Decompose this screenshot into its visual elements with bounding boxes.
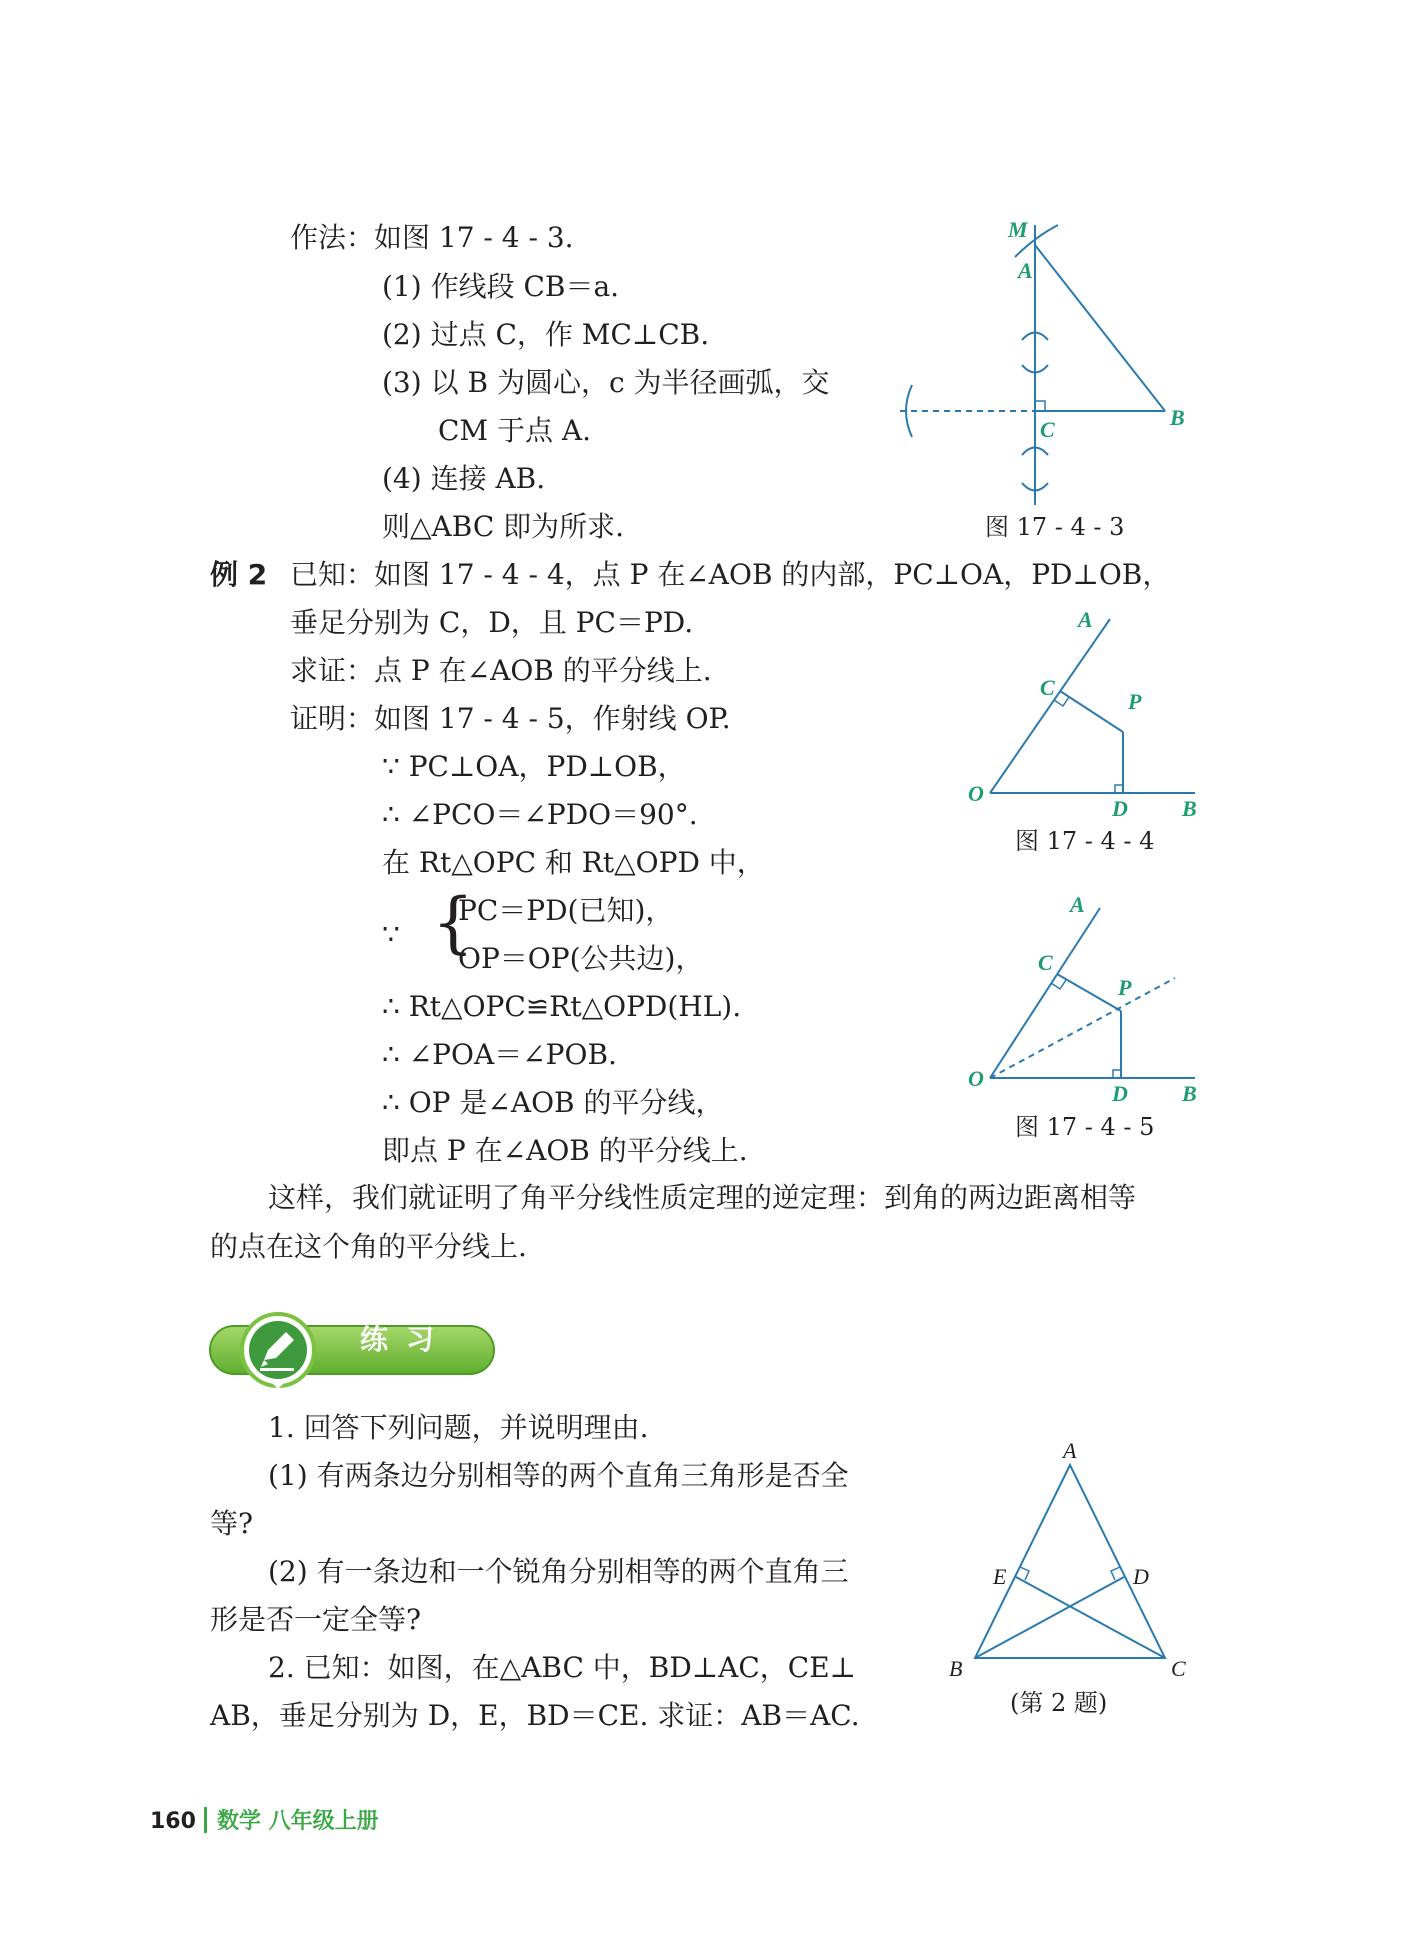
label-b: B (949, 1656, 963, 1680)
ray-oa (990, 908, 1100, 1078)
right-angle-d (1115, 785, 1123, 793)
right-angle-c (1035, 401, 1045, 411)
footer-divider (204, 1807, 207, 1833)
label-c: C (1171, 1656, 1186, 1680)
proof-line-4b: OP＝OP(公共边)， (458, 942, 704, 975)
method-heading: 作法：如图 17 - 4 - 3. (290, 221, 574, 254)
label-b: B (1170, 405, 1185, 430)
practice-title: 练习 (360, 1323, 453, 1356)
segment-bd (975, 1577, 1124, 1658)
ray-oa (990, 619, 1110, 793)
segment-pc (1060, 691, 1123, 732)
right-angle-d (1111, 1567, 1120, 1580)
figure-caption-17-4-3: 图 17 - 4 - 3 (985, 513, 1125, 541)
example-given-1: 已知：如图 17 - 4 - 4，点 P 在∠AOB 的内部，PC⊥OA，PD⊥OB， (290, 558, 1171, 591)
proof-brace: { (432, 884, 474, 961)
triangle-abc (975, 1465, 1165, 1658)
segment-ce (1016, 1577, 1165, 1658)
segment-ab (1035, 245, 1165, 411)
practice-q1-1: (1) 有两条边分别相等的两个直角三角形是否全 (268, 1459, 849, 1492)
label-o: O (968, 781, 984, 806)
figure-caption-question-2: (第 2 题) (1010, 1689, 1108, 1717)
method-step-3-cont: CM 于点 A. (438, 414, 592, 447)
figure-caption-17-4-4: 图 17 - 4 - 4 (1015, 827, 1155, 855)
label-o: O (968, 1066, 984, 1091)
proof-line-4a: PC＝PD(已知)， (458, 894, 674, 927)
example-given-2: 垂足分别为 C，D，且 PC＝PD. (290, 606, 694, 639)
proof-line-6: ∴ ∠POA＝∠POB. (382, 1038, 617, 1071)
label-c: C (1040, 675, 1055, 700)
label-e: E (993, 1564, 1007, 1589)
label-a: A (1018, 258, 1033, 283)
practice-q1-1-cont: 等? (210, 1507, 254, 1540)
label-d: D (1112, 1081, 1128, 1106)
label-c: C (1040, 417, 1055, 442)
practice-q1: 1. 回答下列问题，并说明理由. (268, 1411, 649, 1444)
proof-because: ∵ (382, 918, 400, 951)
proof-line-2: ∴ ∠PCO＝∠PDO＝90°. (382, 798, 698, 831)
practice-q2-cont: AB，垂足分别为 D，E，BD＝CE. 求证：AB＝AC. (210, 1699, 860, 1732)
proof-line-3: 在 Rt△OPC 和 Rt△OPD 中， (382, 846, 765, 879)
method-conclusion: 则△ABC 即为所求. (382, 510, 625, 543)
method-step-3: (3) 以 B 为圆心，c 为半径画弧，交 (382, 366, 830, 399)
method-step-2: (2) 过点 C，作 MC⊥CB. (382, 318, 710, 351)
practice-q2: 2. 已知：如图，在△ABC 中，BD⊥AC，CE⊥ (268, 1651, 856, 1684)
label-b: B (1182, 796, 1197, 821)
segment-pc (1057, 974, 1121, 1011)
label-p: P (1118, 975, 1132, 1000)
label-p: P (1128, 689, 1142, 714)
summary-line-1: 这样，我们就证明了角平分线性质定理的逆定理：到角的两边距离相等 (268, 1181, 1137, 1214)
proof-line-7: ∴ OP 是∠AOB 的平分线， (382, 1086, 724, 1119)
figure-caption-17-4-5: 图 17 - 4 - 5 (1015, 1113, 1155, 1141)
book-title: 数学 八年级上册 (216, 1809, 379, 1834)
label-d: D (1112, 796, 1128, 821)
right-angle-d (1113, 1070, 1121, 1078)
label-b: B (1182, 1081, 1197, 1106)
example-prove: 求证：点 P 在∠AOB 的平分线上. (290, 654, 712, 687)
figure-17-4-3 (890, 215, 1200, 515)
label-a: A (1078, 607, 1093, 632)
practice-q1-2-cont: 形是否一定全等? (210, 1603, 422, 1636)
figure-17-4-4 (960, 605, 1220, 825)
summary-line-2: 的点在这个角的平分线上. (210, 1230, 527, 1263)
example-proof-intro: 证明：如图 17 - 4 - 5，作射线 OP. (290, 702, 731, 735)
proof-line-1: ∵ PC⊥OA，PD⊥OB， (382, 750, 686, 783)
figure-17-4-5 (960, 890, 1220, 1110)
proof-line-8: 即点 P 在∠AOB 的平分线上. (382, 1134, 748, 1167)
method-step-4: (4) 连接 AB. (382, 462, 546, 495)
label-d: D (1133, 1564, 1149, 1589)
label-a: A (1063, 1440, 1077, 1463)
figure-question-2 (945, 1440, 1205, 1680)
practice-banner (208, 1312, 498, 1392)
ray-op (990, 978, 1175, 1078)
page-footer (150, 1806, 379, 1838)
example-label: 例 2 (210, 558, 268, 591)
page-number: 160 (150, 1809, 196, 1834)
label-a: A (1070, 892, 1085, 917)
practice-q1-2: (2) 有一条边和一个锐角分别相等的两个直角三 (268, 1555, 849, 1588)
right-angle-e (1020, 1567, 1029, 1580)
proof-line-5: ∴ Rt△OPC≌Rt△OPD(HL). (382, 990, 742, 1023)
label-m: M (1008, 217, 1028, 242)
method-step-1: (1) 作线段 CB＝a. (382, 270, 620, 303)
label-c: C (1038, 950, 1053, 975)
